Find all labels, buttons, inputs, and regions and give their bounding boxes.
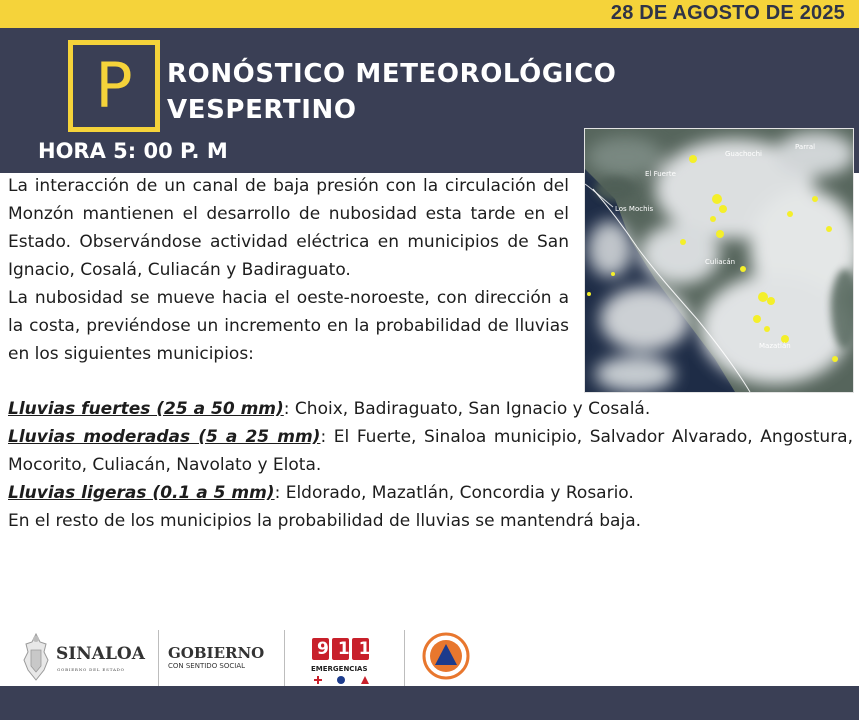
rain-light-label: Lluvias ligeras (0.1 a 5 mm) bbox=[8, 483, 275, 503]
rain-moderate-text: : El Fuerte, Sinaloa municipio, Salvador Alvarado, Angostura, Mocorito, Culiacán, Navolato y Elota. bbox=[8, 427, 854, 475]
forecast-intro bbox=[8, 172, 569, 368]
satellite-image bbox=[584, 128, 854, 393]
satellite-map-graphic bbox=[585, 129, 853, 392]
emergency-services-icons bbox=[313, 675, 373, 685]
rain-heavy-text: : Choix, Badiraguato, San Ignacio y Cosalá. bbox=[283, 399, 651, 419]
bottom-bar bbox=[0, 686, 859, 720]
gobierno-logo-text: GOBIERNO bbox=[168, 644, 265, 662]
page-title bbox=[167, 56, 616, 128]
rain-moderate-label: Lluvias moderadas (5 a 25 mm) bbox=[8, 427, 321, 447]
map-label-parral: Parral bbox=[795, 143, 816, 151]
sinaloa-logo-subtitle: GOBIERNO DEL ESTADO bbox=[57, 667, 125, 672]
rain-heavy-item bbox=[8, 395, 853, 423]
proteccion-civil-icon bbox=[422, 632, 470, 680]
gobierno-logo-subtitle: CON SENTIDO SOCIAL bbox=[168, 662, 246, 670]
rain-moderate-item bbox=[8, 423, 853, 479]
rain-heavy-label: Lluvias fuertes (25 a 50 mm) bbox=[8, 399, 284, 419]
sinaloa-logo-text: SINALOA bbox=[56, 644, 145, 664]
sinaloa-shield-icon bbox=[22, 632, 50, 682]
title-line-1: RONÓSTICO METEOROLÓGICO bbox=[167, 59, 617, 89]
report-date: 28 DE AGOSTO DE 2025 bbox=[610, 2, 845, 24]
forecast-paragraph-1: La interacción de un canal de baja presión con la circulación del Monzón mantienen el desarrollo de nubosidad esta tarde en el Estado. Observándose actividad eléctrica en municipios de San Ignacio, Cosalá, Culiacán y Badiraguato. bbox=[8, 176, 569, 280]
forecast-paragraph-2: La nubosidad se mueve hacia el oeste-noroeste, con dirección a la costa, previéndose un incremento en la probabilidad de lluvias en los siguientes municipios: bbox=[8, 288, 569, 364]
footer-divider bbox=[284, 630, 285, 686]
footer-divider bbox=[158, 630, 159, 686]
map-label-culiacan: Culiacán bbox=[705, 258, 736, 266]
emergency-number: 911 bbox=[317, 639, 380, 659]
rain-rest-note: En el resto de los municipios la probabilidad de lluvias se mantendrá baja. bbox=[8, 511, 642, 531]
map-label-los-mochis: Los Mochis bbox=[615, 205, 654, 213]
footer-divider bbox=[404, 630, 405, 686]
rain-forecast-list bbox=[8, 395, 853, 535]
map-label-guachochi: Guachochi bbox=[725, 150, 762, 158]
emergency-label: EMERGENCIAS bbox=[311, 665, 368, 673]
map-label-mazatlan: Mazatlán bbox=[759, 342, 791, 350]
footer-logos bbox=[0, 626, 859, 690]
rain-light-text: : Eldorado, Mazatlán, Concordia y Rosario. bbox=[274, 483, 634, 503]
forecast-hour: HORA 5: 00 P. M bbox=[38, 139, 228, 163]
title-initial-letter: P bbox=[95, 49, 133, 122]
top-date-bar bbox=[0, 0, 859, 28]
title-line-2: VESPERTINO bbox=[167, 95, 357, 125]
rain-light-item bbox=[8, 479, 853, 507]
map-label-el-fuerte: El Fuerte bbox=[645, 170, 676, 178]
title-initial-box bbox=[68, 40, 160, 132]
